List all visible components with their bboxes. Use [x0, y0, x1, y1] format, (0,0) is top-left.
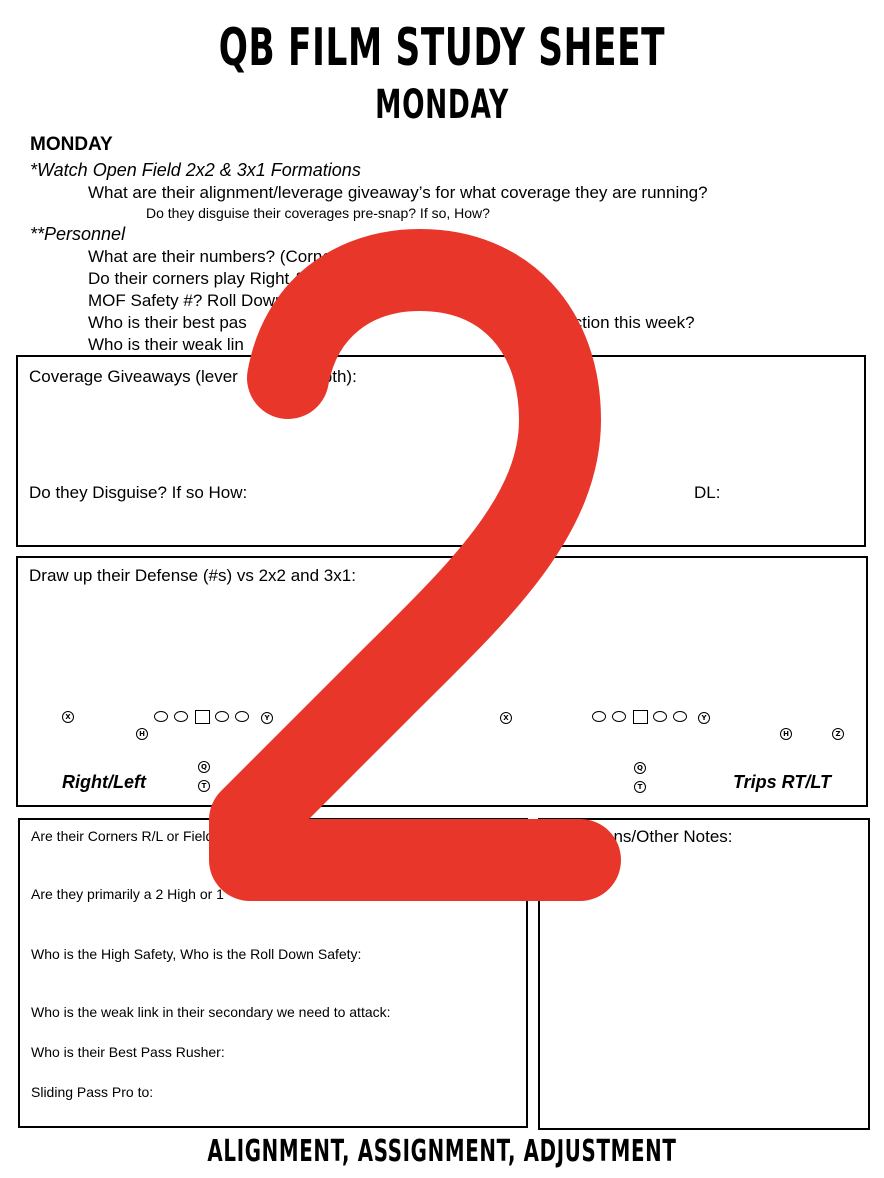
- lineman-4-right: [673, 711, 687, 722]
- question-sliding-pass-pro: Sliding Pass Pro to:: [31, 1084, 154, 1100]
- receiver-z-right: Z: [832, 728, 844, 740]
- lineman-2-right: [612, 711, 626, 722]
- notes-box[interactable]: [538, 818, 870, 1130]
- receiver-x-right: X: [500, 712, 512, 724]
- coverage-giveaways-label-tail: , tilt, depth):: [268, 367, 357, 386]
- page-subtitle: MONDAY: [375, 82, 509, 128]
- section2-question-1: What are their numbers? (Corners, Safeties, LBs, DL): [88, 247, 493, 266]
- page-title: QB FILM STUDY SHEET: [218, 18, 666, 78]
- section2-question-2: Do their corners play Right & Lef: [88, 269, 334, 288]
- lineman-3-left: [215, 711, 229, 722]
- receiver-h-left: H: [136, 728, 148, 740]
- question-high-safety-team: Are they primarily a 2 High or 1: [31, 886, 224, 902]
- left-formation-label: Right/Left: [62, 772, 146, 792]
- lineman-1-left: [154, 711, 168, 722]
- day-heading: MONDAY: [30, 134, 113, 155]
- section1-question-2: Do they disguise their coverages pre-snap? If so, How?: [146, 205, 490, 221]
- receiver-y-right: Y: [698, 712, 710, 724]
- dl-label: DL:: [694, 483, 721, 502]
- question-weak-link: Who is the weak link in their secondary we need to attack:: [31, 1004, 391, 1020]
- lineman-2-left: [174, 711, 188, 722]
- tailback-left: T: [198, 780, 210, 792]
- receiver-y-left: Y: [261, 712, 273, 724]
- lineman-1-right: [592, 711, 606, 722]
- right-formation-label: Trips RT/LT: [733, 772, 832, 792]
- coverage-giveaways-label: Coverage Giveaways (lever: [29, 367, 238, 386]
- question-high-safety-team-tail: team:: [292, 886, 328, 902]
- questions-box[interactable]: [18, 818, 528, 1128]
- lineman-3-right: [653, 711, 667, 722]
- quarterback-left: Q: [198, 761, 210, 773]
- section2-question-3: MOF Safety #? Roll Down: [88, 291, 285, 310]
- diagram-label: Draw up their Defense (#s) vs 2x2 and 3x1:: [29, 566, 356, 585]
- footer-motto: ALIGNMENT, ASSIGNMENT, ADJUSTMENT: [207, 1134, 677, 1169]
- section2-title: **Personnel: [30, 224, 126, 244]
- quarterback-right: Q: [634, 762, 646, 774]
- question-corners: Are their Corners R/L or Field: [31, 828, 214, 844]
- question-high-roll-safety: Who is the High Safety, Who is the Roll Down Safety:: [31, 946, 362, 962]
- coverage-partial-label: ’s: [578, 365, 590, 384]
- section2-question-2-tail: ?: [480, 269, 490, 288]
- notes-label: ons/Other Notes:: [604, 827, 733, 846]
- section2-question-5: Who is their weak lin: [88, 335, 244, 354]
- disguise-label: Do they Disguise? If so How:: [29, 483, 248, 502]
- tailback-right: T: [634, 781, 646, 793]
- section1-question-1: What are their alignment/leverage giveaway’s for what coverage they are running?: [88, 183, 708, 202]
- section2-question-4: Who is their best pas: [88, 313, 247, 332]
- lineman-4-left: [235, 711, 249, 722]
- section2-question-4-tail: otection this week?: [550, 313, 695, 332]
- receiver-x-left: X: [62, 711, 74, 723]
- center-right: [633, 710, 648, 724]
- center-left: [195, 710, 210, 724]
- section1-title: *Watch Open Field 2x2 & 3x1 Formations: [30, 160, 361, 180]
- receiver-h-right: H: [780, 728, 792, 740]
- question-pass-rusher: Who is their Best Pass Rusher:: [31, 1044, 225, 1060]
- defense-diagram-box[interactable]: [16, 556, 868, 807]
